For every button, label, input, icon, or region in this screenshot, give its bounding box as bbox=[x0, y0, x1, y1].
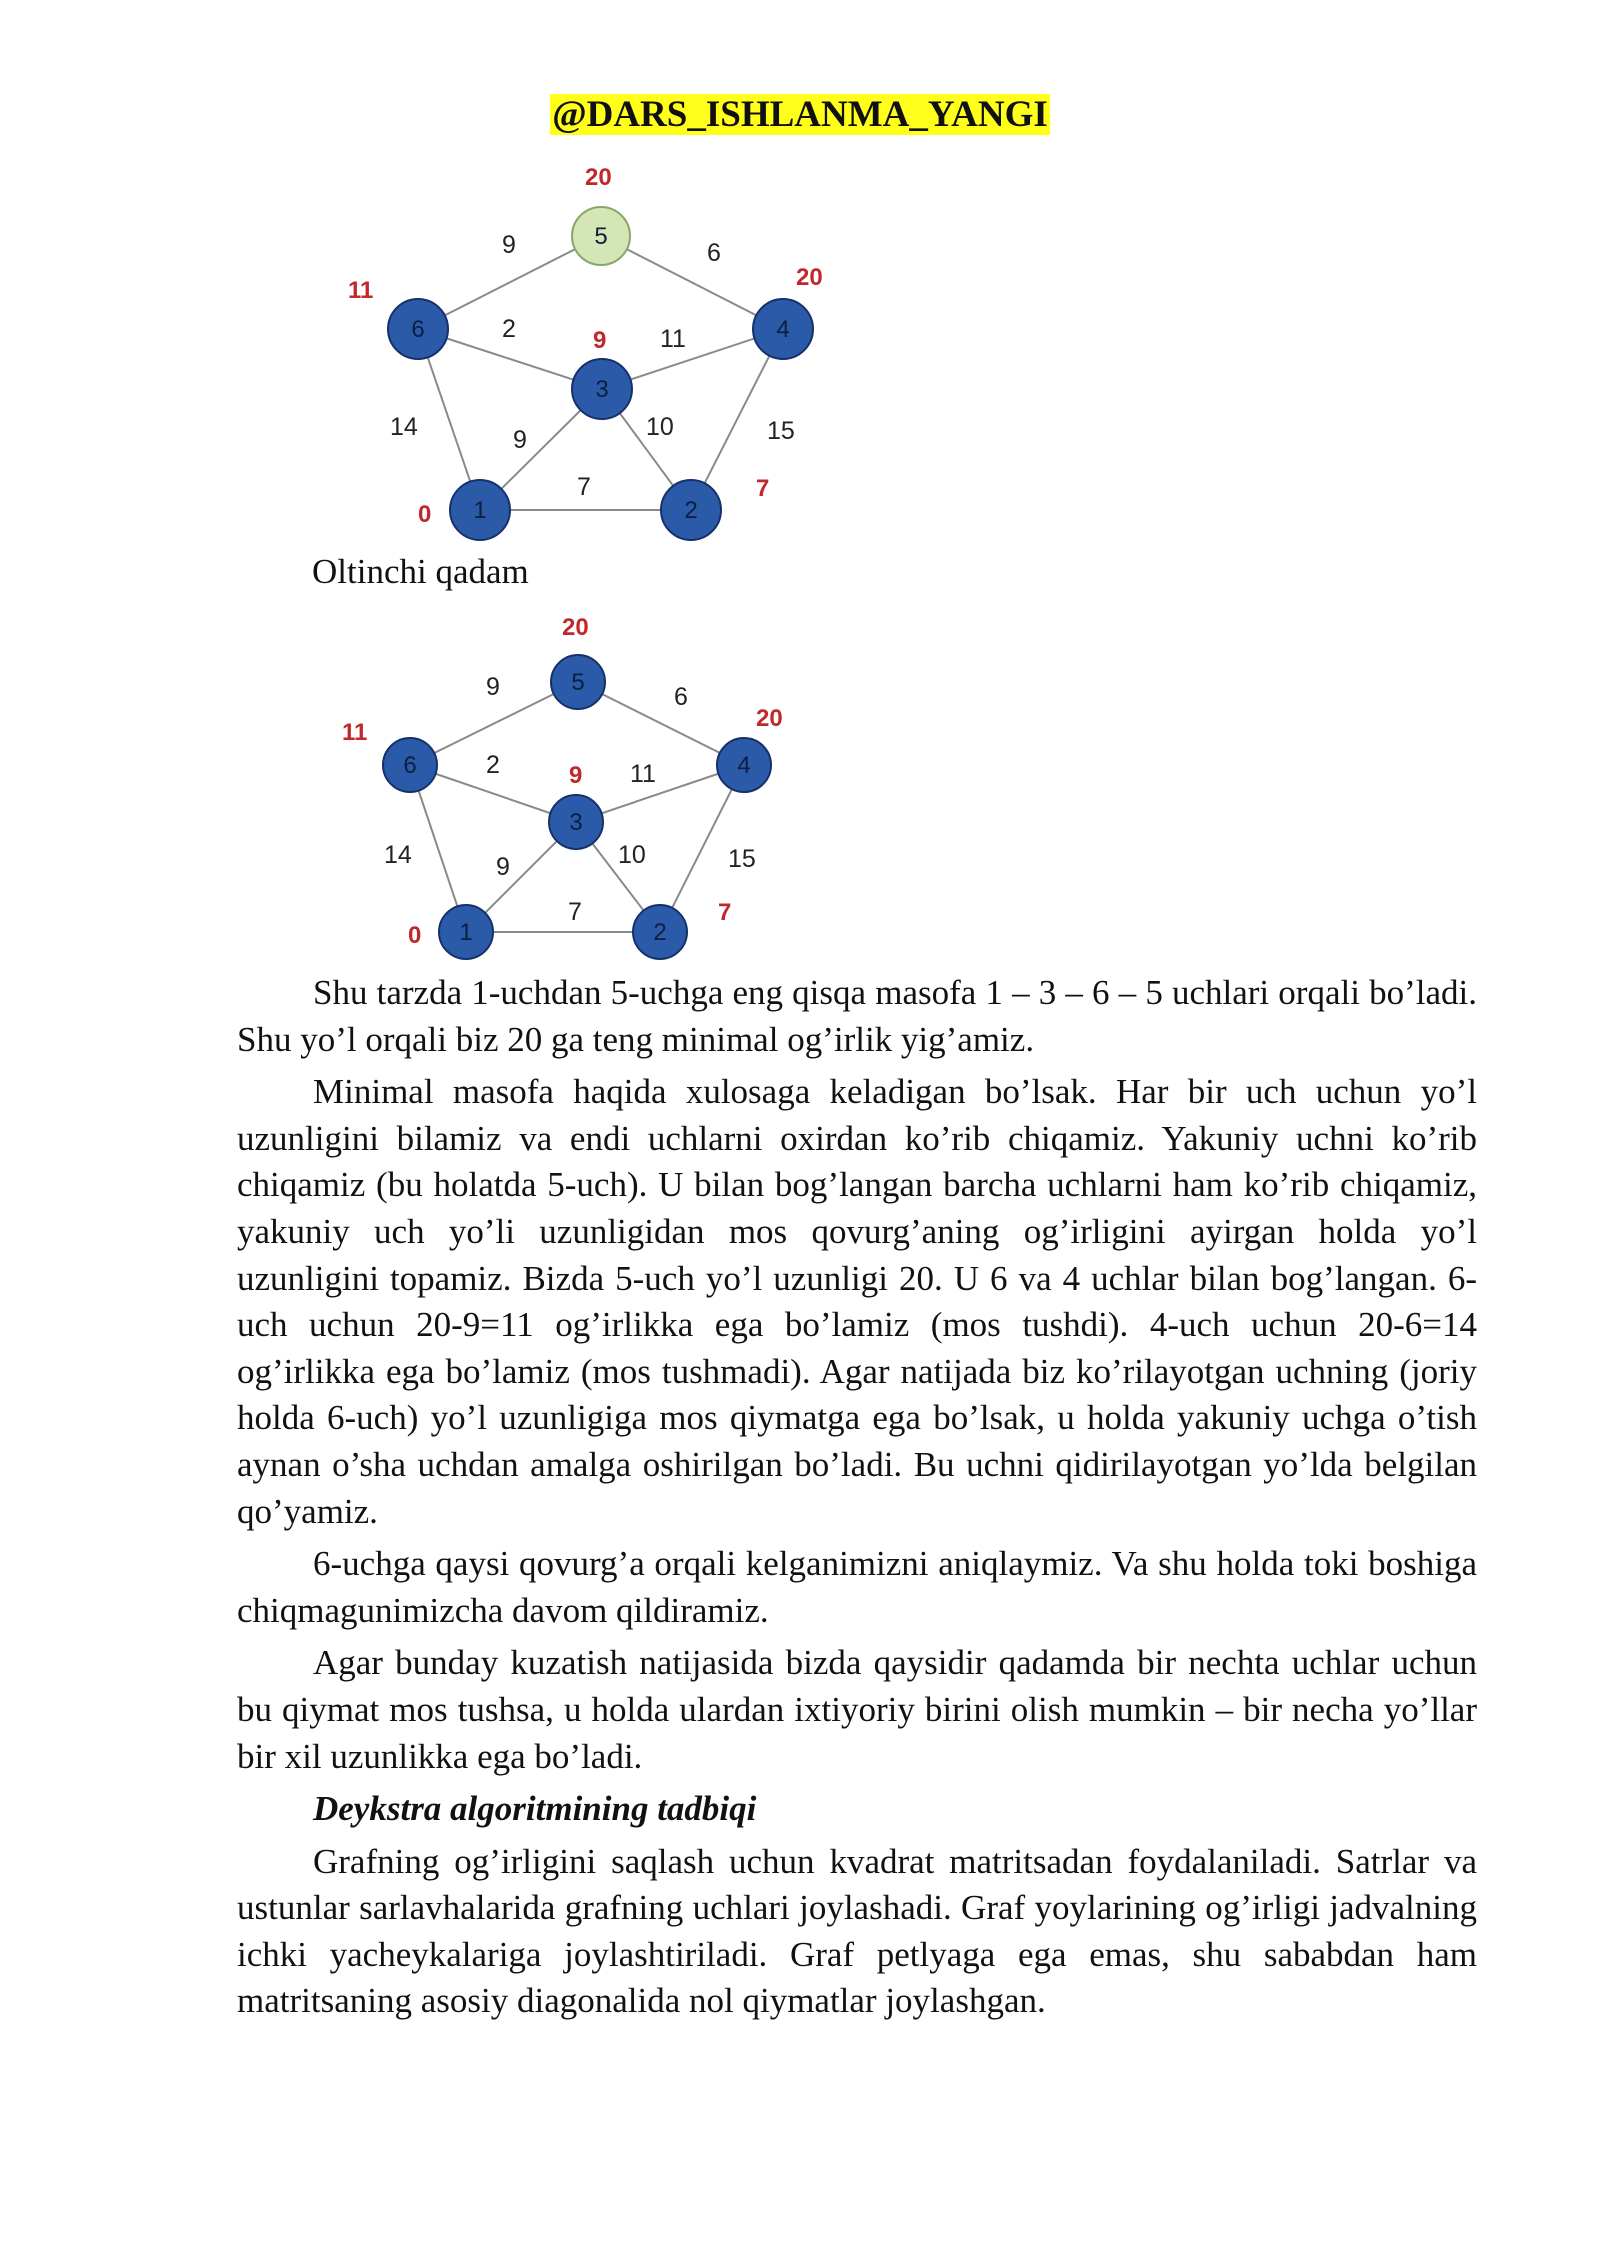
node-4-label: 4 bbox=[776, 316, 790, 343]
weight-6-3: 2 bbox=[502, 315, 516, 343]
weight-4-2: 15 bbox=[728, 845, 756, 873]
section-heading: Deykstra algoritmining tadbiqi bbox=[313, 1789, 757, 1829]
dist-6: 11 bbox=[342, 719, 368, 746]
body-text bbox=[237, 970, 1477, 2031]
dist-2: 7 bbox=[718, 899, 732, 926]
weight-6-3: 2 bbox=[486, 751, 500, 779]
node-3-label: 3 bbox=[569, 809, 583, 836]
weight-3-4: 11 bbox=[660, 325, 686, 353]
node-2-label: 2 bbox=[684, 497, 698, 524]
channel-handle: @DARS_ISHLANMA_YANGI bbox=[552, 94, 1048, 135]
node-1-label: 1 bbox=[459, 919, 473, 946]
graph-top-svg bbox=[340, 160, 860, 550]
weight-3-2: 10 bbox=[646, 413, 674, 441]
node-3-label: 3 bbox=[595, 376, 609, 403]
node-5-label: 5 bbox=[594, 223, 608, 250]
node-5-label: 5 bbox=[571, 669, 585, 696]
paragraph-2: Minimal masofa haqida xulosaga keladigan bo’lsak. Har bir uch uchun yo’l uzunligini bilamiz va endi uchlarni oxirdan ko’rib chiqamiz. Yakuniy uchni ko’rib chiqamiz (bu holatda 5-uch). U bilan bog’langan barcha uchlarni ham ko’rib chiqamiz, yakuniy uch yo’li uzunligidan mos qovurg’aning og’irligini ayirgan holda yo’l uzunligini topamiz. Bizda 5-uch yo’l uzunligi 20. U 6 va 4 uchlar bilan bog’langan. 6- uch uchun 20-9=11 og’irlikka ega bo’lamiz (mos tushdi). 4-uch uchun 20-6=14 og’irlikka ega bo’lamiz (mos tushmadi). Agar natijada biz ko’rilayotgan uchning (joriy holda 6-uch) yo’l uzunligiga mos qiymatga ega bo’lsak, u holda yakuniy uchga o’tish aynan o’sha uchdan amalga oshirilgan bo’ladi. Bu uchni qidirilayotgan yo’lda belgilan qo’yamiz. bbox=[237, 1072, 1477, 1531]
step-caption: Oltinchi qadam bbox=[312, 552, 529, 591]
weight-1-3: 9 bbox=[496, 853, 510, 881]
dist-5: 20 bbox=[585, 164, 612, 191]
weight-1-3: 9 bbox=[513, 426, 527, 454]
weight-3-2: 10 bbox=[618, 841, 646, 869]
paragraph-4: Agar bunday kuzatish natijasida bizda qaysidir qadamda bir nechta uchlar uchun bu qiymat mos tushsa, u holda ulardan ixtiyoriy birini olish mumkin – bir necha yo’llar bir xil uzunlikka ega bo’ladi. bbox=[237, 1643, 1477, 1776]
weight-6-5: 9 bbox=[502, 231, 516, 259]
dist-4: 20 bbox=[796, 264, 823, 291]
weight-5-4: 6 bbox=[707, 239, 721, 267]
dist-1: 0 bbox=[418, 501, 432, 528]
dist-3: 9 bbox=[593, 327, 607, 354]
paragraph-1: Shu tarzda 1-uchdan 5-uchga eng qisqa masofa 1 – 3 – 6 – 5 uchlari orqali bo’ladi. Shu yo’l orqali biz 20 ga teng minimal og’irlik yig’amiz. bbox=[237, 973, 1477, 1059]
dist-2: 7 bbox=[756, 475, 770, 502]
node-4-label: 4 bbox=[737, 752, 751, 779]
node-6-label: 6 bbox=[403, 752, 417, 779]
node-6-label: 6 bbox=[411, 316, 425, 343]
weight-5-4: 6 bbox=[674, 683, 688, 711]
paragraph-5: Grafning og’irligini saqlash uchun kvadrat matritsadan foydalaniladi. Satrlar va ustunlar sarlavhalarida grafning uchlari joylashadi. Graf yoylarining og’irligi jadvalning ichki yacheykalariga joylashtiriladi. Graf petlyaga ega emas, shu sababdan ham matritsaning asosiy diagonalida nol qiymatlar joylashgan. bbox=[237, 1841, 1477, 2021]
weight-6-5: 9 bbox=[486, 673, 500, 701]
graph-bottom-svg bbox=[340, 610, 810, 960]
graph-top bbox=[340, 160, 860, 550]
weight-3-4: 11 bbox=[630, 760, 656, 788]
dist-1: 0 bbox=[408, 922, 422, 949]
node-1-label: 1 bbox=[473, 497, 487, 524]
dist-5: 20 bbox=[562, 614, 589, 641]
dist-3: 9 bbox=[569, 762, 583, 789]
nodes bbox=[388, 207, 813, 540]
node-2-label: 2 bbox=[653, 919, 667, 946]
channel-header bbox=[0, 93, 1600, 137]
weight-1-2: 7 bbox=[568, 898, 582, 926]
weight-6-1: 14 bbox=[390, 413, 418, 441]
graph-bottom bbox=[340, 610, 810, 960]
weight-1-2: 7 bbox=[577, 473, 591, 501]
paragraph-3: 6-uchga qaysi qovurg’a orqali kelganimizni aniqlaymiz. Va shu holda toki boshiga chiqmagunimizcha davom qildiramiz. bbox=[237, 1544, 1477, 1630]
dist-6: 11 bbox=[348, 277, 374, 304]
weight-4-2: 15 bbox=[767, 417, 795, 445]
dist-4: 20 bbox=[756, 705, 783, 732]
weight-6-1: 14 bbox=[384, 841, 412, 869]
